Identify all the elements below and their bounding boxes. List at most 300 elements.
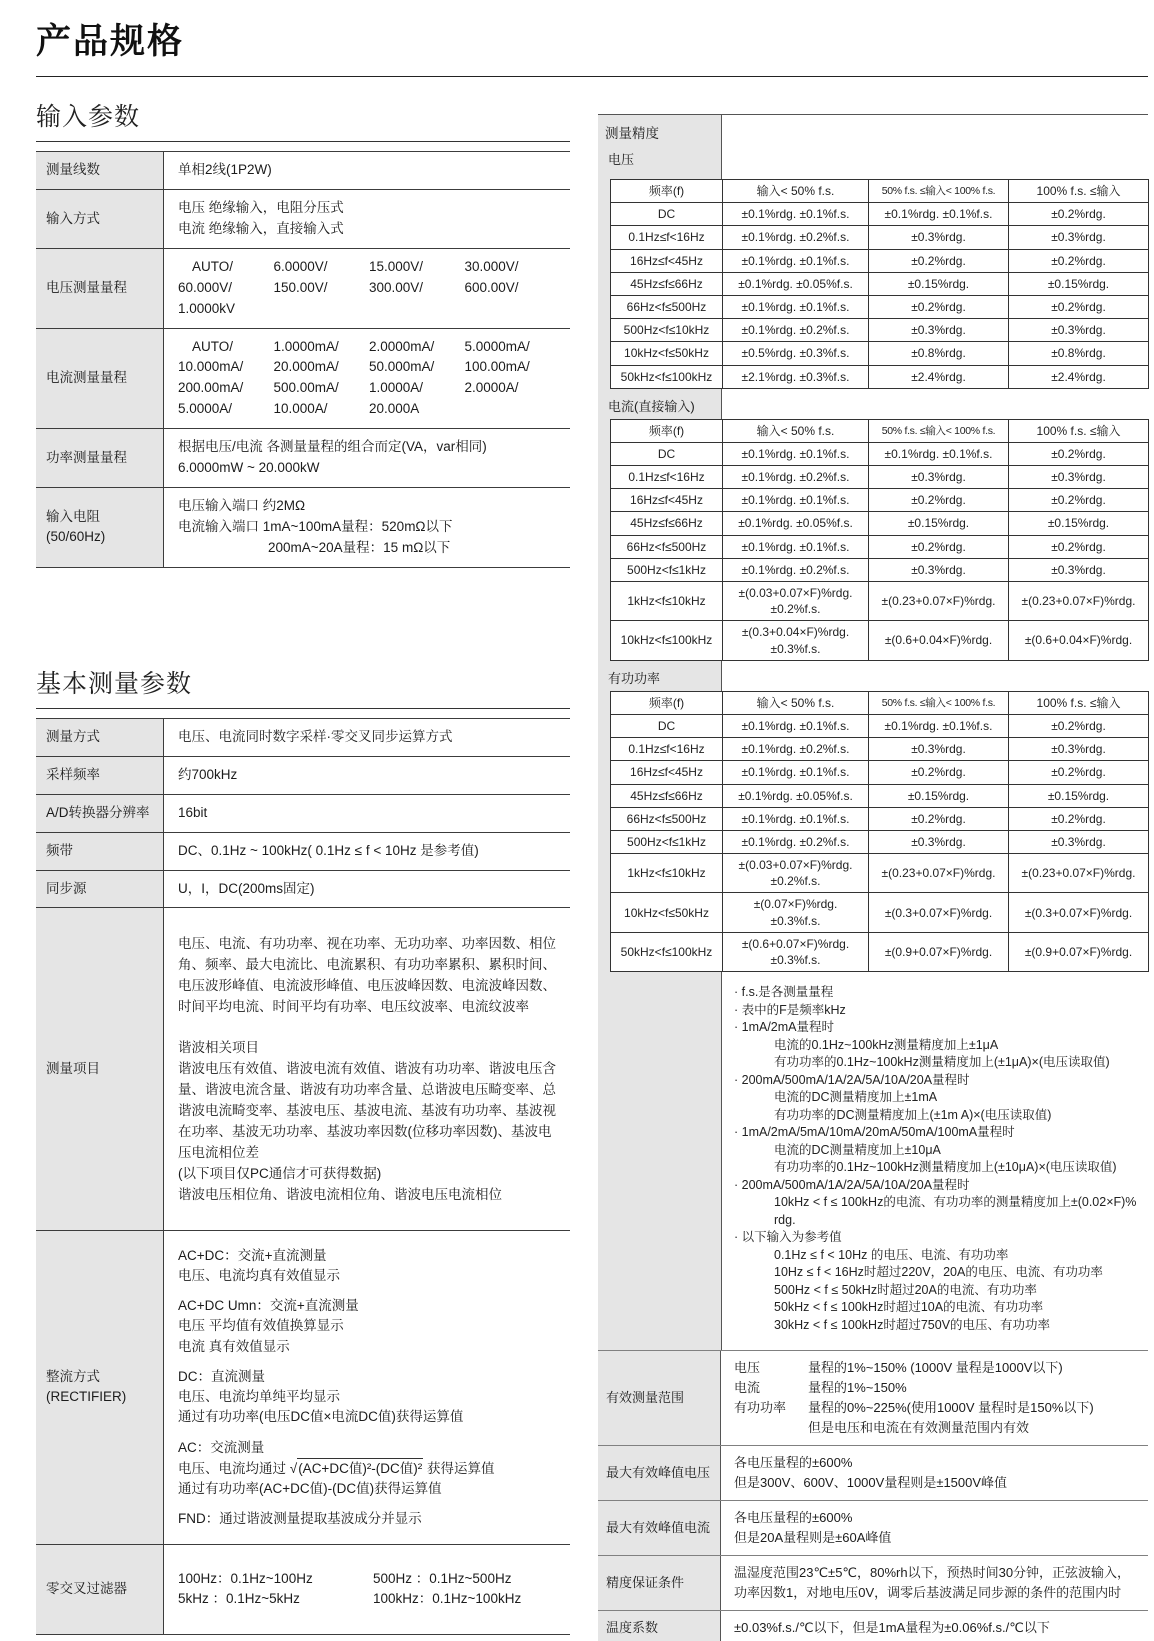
cell: ±0.15%rdg.	[1009, 272, 1149, 295]
filter-item: 500Hz ：0.1Hz~500Hz	[373, 1570, 512, 1586]
paragraph: 电压、电流、有功功率、视在功率、无功功率、功率因数、相位角、频率、最大电流比、电流累积、有功功率累积、累积时间、电压波形峰值、电流波形峰值、电压波峰因数、电流波峰因数、时间平均电流、时间平均有功率、电压纹波率、电流纹波率	[178, 936, 556, 1015]
range-item: 600.00V/	[464, 279, 519, 295]
cell-line: ±(0.03+0.07×F)%rdg.	[738, 858, 853, 873]
table-row	[611, 761, 1149, 784]
cell-line: ±0.2%f.s.	[770, 602, 821, 617]
cell: ±0.2%rdg.	[1009, 203, 1149, 226]
cell: ±0.1%rdg. ±0.1%f.s.	[723, 714, 869, 737]
cell: 45Hz≤f≤66Hz	[611, 512, 723, 535]
range-item: 6.0000V/	[273, 258, 328, 274]
note-line: 30kHz < f ≤ 100kHz时超过750V的电压、有功功率	[774, 1317, 1051, 1332]
value-line: AC+DC Umn：交流+直流测量	[178, 1298, 359, 1313]
col-header: 输入< 50% f.s.	[723, 419, 869, 442]
cell	[723, 932, 869, 971]
filter-item: 100kHz：0.1Hz~100kHz	[373, 1591, 522, 1607]
filter-item: 5kHz ：0.1Hz~5kHz	[178, 1591, 300, 1607]
cell: ±(0.6+0.04×F)%rdg.	[869, 621, 1009, 660]
row-label: A/D转换器分辨率	[36, 795, 164, 832]
table-row	[36, 795, 570, 833]
col-header: 输入< 50% f.s.	[723, 691, 869, 714]
cell: ±0.2%rdg.	[869, 807, 1009, 830]
cell: ±0.1%rdg. ±0.1%f.s.	[869, 203, 1009, 226]
range-item: 5.0000mA/	[464, 338, 530, 354]
range-item: 200.00mA/	[178, 380, 244, 396]
row-label: 频带	[36, 833, 164, 870]
table-row	[36, 329, 570, 430]
cell: ±0.1%rdg. ±0.2%f.s.	[723, 226, 869, 249]
paragraph: 谐波电压相位角、谐波电流相位角、谐波电压电流相位	[178, 1186, 502, 1202]
key: 有功功率	[734, 1400, 787, 1416]
value-line: 电流输入端口 1mA~100mA量程：520mΩ以下	[178, 518, 453, 534]
range-item: 100.00mA/	[464, 359, 530, 375]
table-header-row	[611, 691, 1149, 714]
range-item: 50.000mA/	[369, 359, 435, 375]
value-line: ±0.03%f.s./℃以下，但是1mA量程为±0.06%f.s./℃以下	[734, 1620, 1050, 1636]
key-value-line	[734, 1398, 1138, 1418]
value-line: 电压、电流均单纯平均显示	[178, 1389, 340, 1404]
blank-line	[178, 1018, 560, 1038]
note-line: · 表中的F是频率kHz	[734, 1002, 846, 1017]
cell: ±0.2%rdg.	[1009, 714, 1149, 737]
cell: ±(0.23+0.07×F)%rdg.	[869, 854, 1009, 893]
table-row	[611, 582, 1149, 621]
cell: 45Hz≤f≤66Hz	[611, 272, 723, 295]
table-row	[611, 295, 1149, 318]
blank-line	[178, 1499, 560, 1509]
cell-line: ±0.3%f.s.	[770, 641, 821, 656]
value-line: 通过有功功率(电压DC值×电流DC值)获得运算值	[178, 1409, 464, 1425]
col-header: 50% f.s. ≤输入< 100% f.s.	[869, 180, 1009, 203]
max-peak-voltage-row	[598, 1445, 1148, 1500]
cell: 0.1Hz≤f<16Hz	[611, 226, 723, 249]
value-line: 根据电压/电流 各测量量程的组合而定(VA，var相同)	[178, 439, 487, 455]
cell: ±0.2%rdg.	[869, 249, 1009, 272]
value-line: U，I，DC(200ms固定)	[178, 880, 315, 896]
cell: ±(0.3+0.07×F)%rdg.	[869, 893, 1009, 932]
table-row	[611, 226, 1149, 249]
table-row	[611, 893, 1149, 932]
cell: 10kHz<f≤50kHz	[611, 342, 723, 365]
range-item: 20.000mA/	[273, 359, 339, 375]
cell: ±0.3%rdg.	[1009, 558, 1149, 581]
value-line-formula	[178, 1458, 560, 1479]
row-value	[721, 1501, 1148, 1555]
note-line: 有功功率的0.1Hz~100kHz测量精度加上(±1μA)×(电压读取值)	[774, 1055, 1110, 1070]
cell: 0.1Hz≤f<16Hz	[611, 738, 723, 761]
table-row	[36, 719, 570, 757]
cell: ±(0.3+0.07×F)%rdg.	[1009, 893, 1149, 932]
value-line: 各电压量程的±600%	[734, 1510, 853, 1526]
value-line: 但是20A量程则是±60A峰值	[734, 1530, 892, 1546]
formula-suffix: 获得运算值	[423, 1460, 495, 1476]
row-label: 电流测量量程	[36, 329, 164, 429]
cell: 10kHz<f≤50kHz	[611, 893, 723, 932]
range-item: 1.0000mA/	[273, 338, 339, 354]
value-line: 电流 绝缘输入，直接输入式	[178, 220, 344, 236]
row-label: 测量方式	[36, 719, 164, 756]
table-row	[36, 871, 570, 909]
table-row	[611, 807, 1149, 830]
col-header: 100% f.s. ≤输入	[1009, 691, 1149, 714]
cell: ±(0.9+0.07×F)%rdg.	[869, 932, 1009, 971]
cell: DC	[611, 442, 723, 465]
label-line: 输入电阻	[46, 509, 100, 525]
cell: ±0.2%rdg.	[1009, 295, 1149, 318]
table-row	[611, 830, 1149, 853]
input-params-table	[36, 151, 570, 568]
cell: ±0.8%rdg.	[1009, 342, 1149, 365]
value: 量程的0%~225%(使用1000V 量程时是150%以下)	[808, 1400, 1094, 1416]
note-line: 10kHz < f ≤ 100kHz的电流、有功功率的测量精度加上±(0.02×F)% rdg.	[774, 1195, 1137, 1227]
range-grid	[178, 337, 560, 421]
range-item: 30.000V/	[464, 258, 519, 274]
cell: ±0.3%rdg.	[869, 319, 1009, 342]
range-item: 500.00mA/	[273, 380, 339, 396]
row-value	[164, 1231, 570, 1544]
col-header: 输入< 50% f.s.	[723, 180, 869, 203]
table-row	[611, 272, 1149, 295]
row-label: 同步源	[36, 871, 164, 908]
range-item: AUTO/	[192, 258, 234, 274]
cell-line: ±(0.3+0.04×F)%rdg.	[741, 625, 850, 640]
table-row	[36, 757, 570, 795]
table-row	[611, 784, 1149, 807]
table-row	[611, 714, 1149, 737]
range-item: 15.000V/	[369, 258, 424, 274]
value-line: 电压、电流均真有效值显示	[178, 1267, 340, 1283]
section-title-basic-params: 基本测量参数	[36, 664, 570, 709]
cell-line: ±0.3%f.s.	[770, 913, 821, 928]
table-row	[611, 203, 1149, 226]
accuracy-header	[598, 115, 1148, 179]
blank-line	[178, 1428, 560, 1438]
range-item: 2.0000mA/	[369, 338, 435, 354]
filter-item: 100Hz：0.1Hz~100Hz	[178, 1570, 313, 1586]
blank-line	[178, 1357, 560, 1367]
cell: ±0.3%rdg.	[1009, 738, 1149, 761]
cell-line: ±0.3%f.s.	[770, 953, 821, 967]
cell: ±0.1%rdg. ±0.1%f.s.	[723, 489, 869, 512]
value-line: AC+DC：交流+直流测量	[178, 1247, 327, 1263]
note-line: 50kHz < f ≤ 100kHz时超过10A的电流、有功功率	[774, 1300, 1044, 1315]
note-line: · f.s.是各测量量程	[734, 985, 834, 1000]
range-item: 150.00V/	[273, 279, 328, 295]
row-label	[36, 1231, 164, 1544]
row-label: 温度系数	[598, 1611, 721, 1641]
value: 但是电压和电流在有效测量范围内有效	[808, 1420, 1030, 1436]
table-row	[611, 442, 1149, 465]
value-line: 但是300V、600V、1000V量程则是±1500V峰值	[734, 1475, 1008, 1491]
temperature-coefficient-row	[598, 1610, 1148, 1641]
blank-line	[178, 1286, 560, 1296]
value-line: 电压、电流同时数字采样·零交叉同步运算方式	[178, 728, 453, 744]
right-column	[598, 114, 1148, 1641]
cell: ±0.3%rdg.	[869, 226, 1009, 249]
value-line: 电压 绝缘输入，电阻分压式	[178, 199, 344, 215]
cell: ±0.1%rdg. ±0.05%f.s.	[723, 512, 869, 535]
cell: ±0.3%rdg.	[869, 466, 1009, 489]
row-label: 最大有效峰值电流	[598, 1501, 721, 1555]
cell: ±0.1%rdg. ±0.2%f.s.	[723, 830, 869, 853]
table-row	[611, 342, 1149, 365]
cell: ±(0.23+0.07×F)%rdg.	[869, 582, 1009, 621]
row-value	[164, 871, 570, 908]
row-label: 功率测量量程	[36, 429, 164, 487]
table-row	[611, 365, 1149, 388]
cell: ±0.3%rdg.	[1009, 226, 1149, 249]
cell	[723, 854, 869, 893]
value-line: 通过有功功率(AC+DC值)-(DC值)获得运算值	[178, 1481, 442, 1496]
row-value	[164, 719, 570, 756]
cell: DC	[611, 203, 723, 226]
cell: ±0.3%rdg.	[1009, 830, 1149, 853]
cell-line: ±(0.6+0.07×F)%rdg.	[741, 936, 850, 951]
sqrt-symbol: √	[289, 1460, 298, 1476]
table-row-measurement-items	[36, 908, 570, 1230]
key: 电压	[734, 1360, 761, 1376]
label-line: (RECTIFIER)	[46, 1389, 127, 1404]
cell: ±0.15%rdg.	[869, 784, 1009, 807]
table-row	[611, 854, 1149, 893]
cell: ±2.4%rdg.	[869, 365, 1009, 388]
max-peak-current-row	[598, 1500, 1148, 1555]
cell-line: ±0.2%f.s.	[770, 874, 821, 889]
note-line: 有功功率的DC测量精度加上(±1m A)×(电压读取值)	[774, 1107, 1052, 1122]
table-row	[36, 249, 570, 329]
range-item: 300.00V/	[369, 279, 424, 295]
table-row	[611, 489, 1149, 512]
note-line: 电流的0.1Hz~100kHz测量精度加上±1μA	[774, 1037, 999, 1052]
cell: ±0.3%rdg.	[1009, 466, 1149, 489]
row-value	[164, 429, 570, 487]
cell: ±0.2%rdg.	[869, 489, 1009, 512]
col-header: 100% f.s. ≤输入	[1009, 180, 1149, 203]
col-header: 100% f.s. ≤输入	[1009, 419, 1149, 442]
row-value	[164, 1545, 570, 1635]
paragraph: 谐波电压有效值、谐波电流有效值、谐波有功功率、谐波电压含量、谐波电流含量、谐波有功功率含量、总谐波电压畸变率、总谐波电流畸变率、基波电压、基波电流、基波有功功率、基波视在功率、基波无功功率、基波功率因数(位移功率因数)、基波电压电流相位差	[178, 1061, 556, 1160]
value-line: 电压输入端口 约2MΩ	[178, 498, 306, 514]
value-line: 16bit	[178, 804, 208, 820]
row-value	[164, 833, 570, 870]
voltage-sublabel: 电压	[608, 152, 635, 167]
row-value	[164, 152, 570, 189]
spec-condition-rows	[598, 1350, 1148, 1641]
row-value	[164, 795, 570, 832]
table-row	[611, 512, 1149, 535]
col-header: 频率(f)	[611, 691, 723, 714]
row-value	[721, 1446, 1148, 1500]
cell: ±0.1%rdg. ±0.1%f.s.	[723, 295, 869, 318]
note-line: · 200mA/500mA/1A/2A/5A/10A/20A量程时	[734, 1177, 970, 1192]
col-header: 50% f.s. ≤输入< 100% f.s.	[869, 419, 1009, 442]
cell: 500Hz<f≤1kHz	[611, 558, 723, 581]
col-header: 频率(f)	[611, 419, 723, 442]
cell: 500Hz<f≤1kHz	[611, 830, 723, 853]
row-label: 输入方式	[36, 190, 164, 248]
cell: ±0.5%rdg. ±0.3%f.s.	[723, 342, 869, 365]
row-value	[721, 1611, 1148, 1641]
cell: ±0.3%rdg.	[869, 830, 1009, 853]
range-grid	[178, 257, 560, 320]
accuracy-guarantee-row	[598, 1555, 1148, 1610]
key-value-line	[734, 1418, 1138, 1438]
cell	[723, 621, 869, 660]
table-row	[36, 190, 570, 249]
cell: ±0.1%rdg. ±0.2%f.s.	[723, 319, 869, 342]
cell: 66Hz<f≤500Hz	[611, 535, 723, 558]
cell: ±0.15%rdg.	[1009, 784, 1149, 807]
cell: ±0.1%rdg. ±0.1%f.s.	[723, 203, 869, 226]
note-line: 电流的DC测量精度加上±1mA	[774, 1090, 938, 1105]
note-line: · 以下输入为参考值	[734, 1230, 842, 1245]
measurement-accuracy-section	[598, 114, 1148, 1350]
cell: ±0.1%rdg. ±0.05%f.s.	[723, 272, 869, 295]
key-value-line	[734, 1378, 1138, 1398]
accuracy-title: 测量精度	[605, 126, 659, 141]
paragraph: 谐波相关项目	[178, 1040, 259, 1056]
value-line: 6.0000mW ~ 20.000kW	[178, 460, 320, 476]
cell: 16Hz≤f<45Hz	[611, 249, 723, 272]
value-line: DC、0.1Hz ~ 100kHz( 0.1Hz ≤ f < 10Hz 是参考值)	[178, 842, 479, 858]
cell: ±0.1%rdg. ±0.2%f.s.	[723, 466, 869, 489]
range-item: 1.0000kV	[178, 300, 236, 316]
cell: 66Hz<f≤500Hz	[611, 807, 723, 830]
value-line: 各电压量程的±600%	[734, 1455, 853, 1471]
range-item: 20.000A	[369, 401, 420, 417]
cell: ±0.15%rdg.	[869, 272, 1009, 295]
cell: ±0.3%rdg.	[869, 558, 1009, 581]
row-value	[164, 190, 570, 248]
left-column	[36, 77, 570, 1641]
range-item: 5.0000A/	[178, 401, 233, 417]
cell: ±0.8%rdg.	[869, 342, 1009, 365]
cell: ±0.1%rdg. ±0.1%f.s.	[869, 442, 1009, 465]
cell: ±0.1%rdg. ±0.2%f.s.	[723, 738, 869, 761]
cell: ±0.1%rdg. ±0.2%f.s.	[723, 558, 869, 581]
key	[734, 1418, 808, 1438]
table-row	[611, 535, 1149, 558]
cell: ±0.3%rdg.	[1009, 319, 1149, 342]
value-line: 电流 真有效值显示	[178, 1338, 290, 1354]
table-row	[36, 833, 570, 871]
formula-prefix: 电压、电流均通过	[178, 1460, 290, 1476]
table-row	[611, 466, 1149, 489]
cell: DC	[611, 714, 723, 737]
table-header-row	[611, 419, 1149, 442]
cell: ±(0.23+0.07×F)%rdg.	[1009, 854, 1149, 893]
cell: ±0.2%rdg.	[869, 535, 1009, 558]
page-title: 产品规格	[36, 21, 185, 62]
value-line: 温湿度范围23℃±5℃，80%rh以下，预热时间30分钟，正弦波输入，功率因数1，对地电压0V，调零后基波满足同步源的条件的范围内时	[734, 1565, 1131, 1601]
current-sublabel: 电流(直接输入)	[608, 398, 695, 414]
cell: ±0.2%rdg.	[1009, 761, 1149, 784]
effective-range-row	[598, 1350, 1148, 1445]
voltage-accuracy-table	[610, 179, 1149, 389]
cell: 0.1Hz≤f<16Hz	[611, 466, 723, 489]
table-row	[611, 249, 1149, 272]
row-value	[721, 1556, 1148, 1610]
value-line: 电压 平均值有效值换算显示	[178, 1318, 344, 1334]
table-row	[611, 932, 1149, 971]
cell: 16Hz≤f<45Hz	[611, 761, 723, 784]
row-label: 有效测量范围	[598, 1351, 721, 1445]
table-row	[36, 488, 570, 568]
table-row	[611, 621, 1149, 660]
basic-params-table	[36, 718, 570, 1636]
row-value	[164, 329, 570, 429]
table-row	[611, 558, 1149, 581]
row-label: 精度保证条件	[598, 1556, 721, 1610]
cell: ±0.2%rdg.	[1009, 442, 1149, 465]
note-line: · 1mA/2mA量程时	[734, 1020, 835, 1035]
power-accuracy-table	[610, 691, 1149, 972]
row-value	[721, 1351, 1148, 1445]
range-item: 10.000A/	[273, 401, 328, 417]
col-header: 50% f.s. ≤输入< 100% f.s.	[869, 691, 1009, 714]
cell: 10kHz<f≤100kHz	[611, 621, 723, 660]
row-value	[164, 488, 570, 567]
key-value-line	[734, 1358, 1138, 1378]
cell: 1kHz<f≤10kHz	[611, 854, 723, 893]
note-line: 0.1Hz ≤ f < 10Hz 的电压、电流、有功功率	[774, 1247, 1009, 1262]
key: 电流	[734, 1380, 761, 1396]
value: 量程的1%~150% (1000V 量程是1000V以下)	[808, 1360, 1063, 1376]
cell: ±0.1%rdg. ±0.1%f.s.	[723, 442, 869, 465]
range-item: 60.000V/	[178, 279, 233, 295]
row-value	[164, 757, 570, 794]
cell: 500Hz<f≤10kHz	[611, 319, 723, 342]
table-row	[36, 429, 570, 488]
table-header-row	[611, 180, 1149, 203]
cell: ±0.1%rdg. ±0.1%f.s.	[869, 714, 1009, 737]
cell: 45Hz≤f≤66Hz	[611, 784, 723, 807]
value-line: DC：直流测量	[178, 1368, 265, 1384]
section-title-input-params: 输入参数	[36, 97, 570, 142]
cell: ±0.2%rdg.	[869, 295, 1009, 318]
row-label: 测量项目	[36, 908, 164, 1229]
value-line: 单相2线(1P2W)	[178, 162, 272, 177]
note-line: 电流的DC测量精度加上±10μA	[774, 1142, 941, 1157]
cell	[723, 582, 869, 621]
cell: 16Hz≤f<45Hz	[611, 489, 723, 512]
col-header: 频率(f)	[611, 180, 723, 203]
cell: 1kHz<f≤10kHz	[611, 582, 723, 621]
value: 量程的1%~150%	[808, 1380, 907, 1396]
label-line: (50/60Hz)	[46, 529, 106, 545]
table-row	[36, 152, 570, 190]
cell: ±0.1%rdg. ±0.1%f.s.	[723, 761, 869, 784]
cell: ±0.1%rdg. ±0.05%f.s.	[723, 784, 869, 807]
value-line: FND：通过谐波测量提取基波成分并显示	[178, 1511, 422, 1527]
cell-line: ±(0.07×F)%rdg.	[753, 897, 838, 912]
table-row	[611, 319, 1149, 342]
cell: ±0.2%rdg.	[1009, 535, 1149, 558]
label-line: 整流方式	[46, 1368, 100, 1384]
cell: ±0.15%rdg.	[1009, 512, 1149, 535]
table-row-rectifier	[36, 1231, 570, 1545]
cell	[723, 893, 869, 932]
note-line: 500Hz < f ≤ 50kHz时超过20A的电流、有功功率	[774, 1282, 1037, 1297]
note-line: · 1mA/2mA/5mA/10mA/20mA/50mA/100mA量程时	[734, 1125, 1015, 1140]
value-line: 200mA~20A量程：15 mΩ以下	[268, 539, 451, 555]
row-label: 最大有效峰值电压	[598, 1446, 721, 1500]
row-value	[164, 908, 570, 1229]
table-row	[611, 738, 1149, 761]
note-line: · 200mA/500mA/1A/2A/5A/10A/20A量程时	[734, 1072, 970, 1087]
sqrt-expression: (AC+DC值)²-(DC值)²	[297, 1458, 423, 1479]
paragraph: (以下项目仅PC通信才可获得数据)	[178, 1165, 382, 1181]
cell: ±(0.23+0.07×F)%rdg.	[1009, 582, 1149, 621]
